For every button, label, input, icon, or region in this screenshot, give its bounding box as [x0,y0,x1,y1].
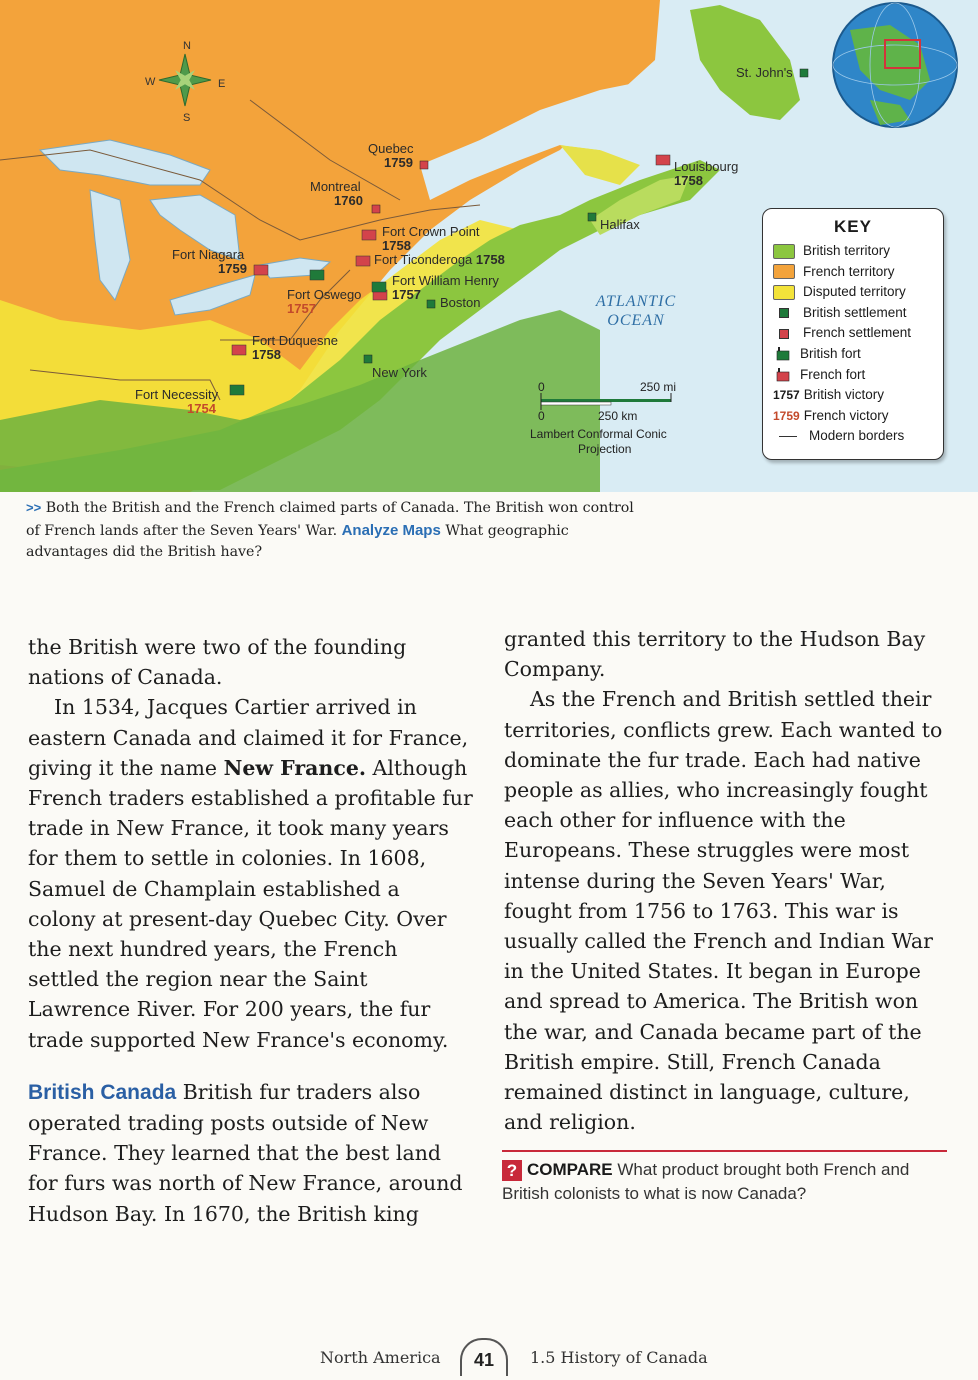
key-item-modern-borders: Modern borders [773,426,943,447]
right-paragraph-2: As the French and British settled their territories, conflicts grew. Each wanted to dominate the fur trade. Each had native people as allies, who increasingly fought each other for influence with the Europeans. These struggles were most intense during the Seven Years' War, fought from 1756 to 1763. This war is usually called the French and Indian War in the United States. It began in Europe and spread to America. The British won the war, and Canada became part of the British empire. Still, French Canada remained distinct in language, culture, and religion. [504,687,943,1135]
key-item-british-victory: 1757 British victory [773,387,884,403]
question-icon: ? [502,1160,522,1181]
key-item-french-victory: 1759 French victory [773,407,889,423]
compare-question [502,1150,947,1206]
historical-map: N S E W St. John's Quebec 1759 Montreal 1760 Louisbourg 1758 Halifax Fort Crown Point 1758 Fort Ticonderoga 1758 Fort William Henry 1757 Boston Fort Niagara 1759 Fort Oswego 1757 Fort Duquesne 1758 New York Fort Necessity 1754 ATLANTIC OCEAN 0 250 mi 0 250 km Lambert Conformal Conic Projection KEY British territory French territory Disputed territory British settlement French settlement British fort French fort 1757 British victory 1759 French victory Modern borders [0,0,978,492]
compass-west: W [145,76,156,88]
caption-prefix: >> [26,500,42,515]
french-fort-icon [776,368,790,382]
footer-book-title: North America [320,1348,441,1367]
left-paragraph-1: the British were two of the founding nations of Canada. [28,635,407,690]
label-fort-crown-point: Fort Crown Point 1758 [382,224,480,253]
label-fort-ticonderoga: Fort Ticonderoga 1758 [374,252,505,267]
subheading-british-canada: British Canada [28,1080,177,1104]
label-fort-william-henry: Fort William Henry 1757 [392,273,499,302]
label-fort-necessity: Fort Necessity 1754 [135,387,219,416]
label-fort-niagara: Fort Niagara 1759 [172,247,247,276]
compass-south: S [183,112,191,124]
term-new-france: New France. [223,755,367,780]
label-new-york: New York [372,365,427,380]
key-item-french-settlement: French settlement [773,323,943,344]
compass-north: N [183,40,191,52]
compare-label: COMPARE [527,1160,613,1179]
key-title: KEY [834,217,872,236]
label-louisbourg: Louisbourg 1758 [674,159,739,188]
page-number: 41 [460,1338,508,1376]
caption-question: What geographic advantages did the British have? [26,522,569,560]
map-caption [26,497,646,564]
key-item-british-settlement: British settlement [773,303,943,324]
label-boston: Boston [440,295,481,310]
key-item-french-fort: French fort [773,365,943,386]
compare-text: What product brought both French and British colonists to what is now Canada? [502,1160,910,1203]
right-column [504,624,949,1137]
label-montreal: Montreal 1760 [310,179,363,208]
label-quebec: Quebec 1759 [368,141,414,170]
right-paragraph-1: granted this territory to the Hudson Bay Company. [504,627,926,682]
compass-east: E [218,78,226,90]
label-fort-duquesne: Fort Duquesne 1758 [252,333,338,362]
label-atlantic-ocean: ATLANTIC OCEAN [595,293,677,329]
key-item-disputed-territory: Disputed territory [773,282,943,303]
label-st-johns: St. John's [736,65,793,80]
key-item-british-territory: British territory [773,241,943,262]
label-fort-oswego: Fort Oswego 1757 [287,287,362,316]
caption-text: Both the British and the French claimed parts of Canada. The British won control of French lands after the Seven Years' War. [26,500,634,539]
british-fort-icon [776,347,790,361]
key-item-british-fort: British fort [773,344,943,365]
key-item-french-territory: French territory [773,262,943,283]
label-halifax: Halifax [600,217,640,232]
page-footer [0,1330,978,1368]
left-column [28,632,473,1229]
map-key [762,208,944,460]
analyze-maps-label: Analyze Maps [341,521,441,539]
left-paragraph-2: In 1534, Jacques Cartier arrived in eastern Canada and claimed it for France, giving it the name New France. Although French traders established a profitable fur trade in New France, it took many years for them to settle in colonies. In 1608, Samuel de Champlain established a colony at present-day Quebec City. Over the next hundred years, the French settled the region near the Saint Lawrence River. For 200 years, the fur trade supported New France's economy. [28,695,473,1052]
left-paragraph-3: British Canada British fur traders also operated trading posts outside of New France. They learned that the best land for furs was north of New France, around Hudson Bay. In 1670, the British king [28,1079,463,1226]
footer-section-title: 1.5 History of Canada [530,1348,708,1367]
globe-icon [833,3,957,127]
